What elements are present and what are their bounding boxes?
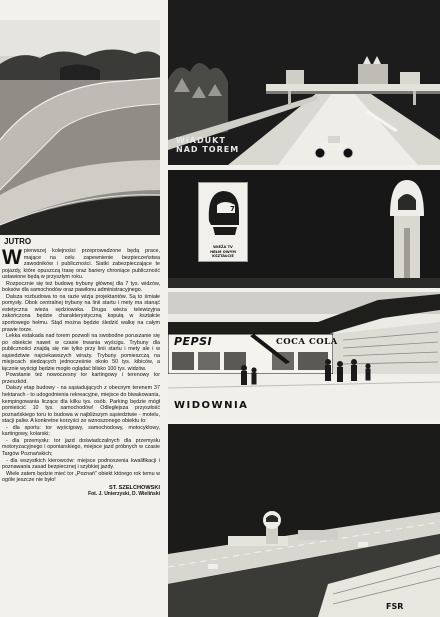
viaduct-illustration-panel: [168, 0, 440, 165]
track-aerial-photo: [0, 20, 160, 235]
article-paragraph: Rozpocznie się też budowę trybuny głównej dla 7 tys. widzów, boksów dla samochodów oraz pawilonu administracyjnego.: [2, 280, 160, 294]
svg-text:7: 7: [230, 205, 235, 213]
article-paragraph: - dla wszystkich kierowców: miejsce podnoszenia kwalifikacji i poznawania zasad bezpiecznej i szybkiej jazdy.: [2, 457, 160, 471]
article-paragraph: Lekka estakada nad torem pozwoli na swobodne poruszanie się po obiekcie nawet w czasie trwania wyścigu. Trybuny dla publiczności znajdą się nie tylko przy linii startu i mety ale i w sąsiedztwie najciekawszych wiraży. Trybuny pomieszczą na miejscach siedzących jednocześnie około 50 tys. kibiców, a łącznie wyścigi będzie mogło oglądać blisko 100 tys. widzów.: [2, 333, 160, 372]
article-paragraph: Dalszy etap budowy - na sąsiadujących z obecnym terenem 37 hektarach - to udogodnienia rekreacyjne, miejsce do biwakowania, kempingowania liczące dla kilku tys. osób. Parking będzie mógł pomieścić 10 tys. samochodów! Odległejsza przyszłość poznańskiego toru to budowa w najbliższym sąsiedztwie - motelu, stacji paliw. A konkretne korzyści ze wznoszonego obiektu to:: [2, 385, 160, 425]
article-paragraph: Dalsza rozbudowa to na razie wizja projektantów. Są to śmiałe pomysły. Obok centralnej trybuny na linii startu i mety ma stanąć estetyczna wieża sędziowska. Druga wieża telewizyjna zakończona będzie charakterystyczną kopułą w kształcie sportowego hełmu. Stąd można będzie śledzić walkę na całym prawie torze.: [2, 293, 160, 333]
article-paragraph: Wpierwszej kolejności przeprowadzone będą prace, mające na celu zapewnienie bezpieczeństwa zawodników i publiczności. Siatki zabezpieczające te pojazdy, które opuszczą trasę oraz bariery chroniące publiczność ustawione będą w przyszłym roku.: [2, 246, 160, 281]
article-paragraph: - dla sportu: tor wyścigowy, samochodowy, motocyklowy, kartingowy, kolarski;: [2, 424, 160, 438]
drop-cap: W: [2, 246, 22, 269]
stands-caption: WIDOWNIA: [174, 400, 249, 411]
article: [2, 237, 160, 498]
tv-tower-sign-text: WIEŻA TV HEŁM OWYM KSZTAŁCIE: [210, 245, 236, 258]
viaduct-caption: WIADUKT NAD TOREM: [176, 136, 240, 154]
article-author: ST. SZELCHOWSKI: [109, 484, 160, 491]
tv-tower-sign: [198, 182, 248, 262]
tv-tower-panel: [168, 170, 440, 288]
article-heading: JUTRO: [4, 237, 32, 246]
coca-cola-sign: COCA COLA: [276, 337, 338, 347]
pepsi-sign: PEPSI: [174, 335, 213, 348]
track-aerial-illustration: [0, 20, 160, 235]
article-paragraph: Wiele zatem będzie mieć tor „Poznań” obiekt którego rok temu w ogóle jeszcze nie było!: [2, 470, 160, 484]
article-paragraph: - dla przemysłu: tor jazd doświadczalnych dla przemysłu motoryzacyjnego i oponiarskiego, miejsce jazd próbnych w czasie Targów Poznańskich;: [2, 437, 160, 457]
track-complex-panel: [168, 424, 440, 617]
fsr-sign: FSR: [386, 602, 404, 611]
photo-credits: Fot. J. Unierzyski, D. Wieliński: [88, 491, 160, 498]
track-complex-illustration: [168, 424, 440, 617]
helmet-tower: [390, 180, 424, 288]
helmet-logo-icon: [199, 183, 247, 239]
stands-illustration-panel: [168, 292, 440, 420]
article-paragraph: Powstanie też nowoczesny tor kartingowy i terenowy tor przeszkód.: [2, 372, 160, 385]
